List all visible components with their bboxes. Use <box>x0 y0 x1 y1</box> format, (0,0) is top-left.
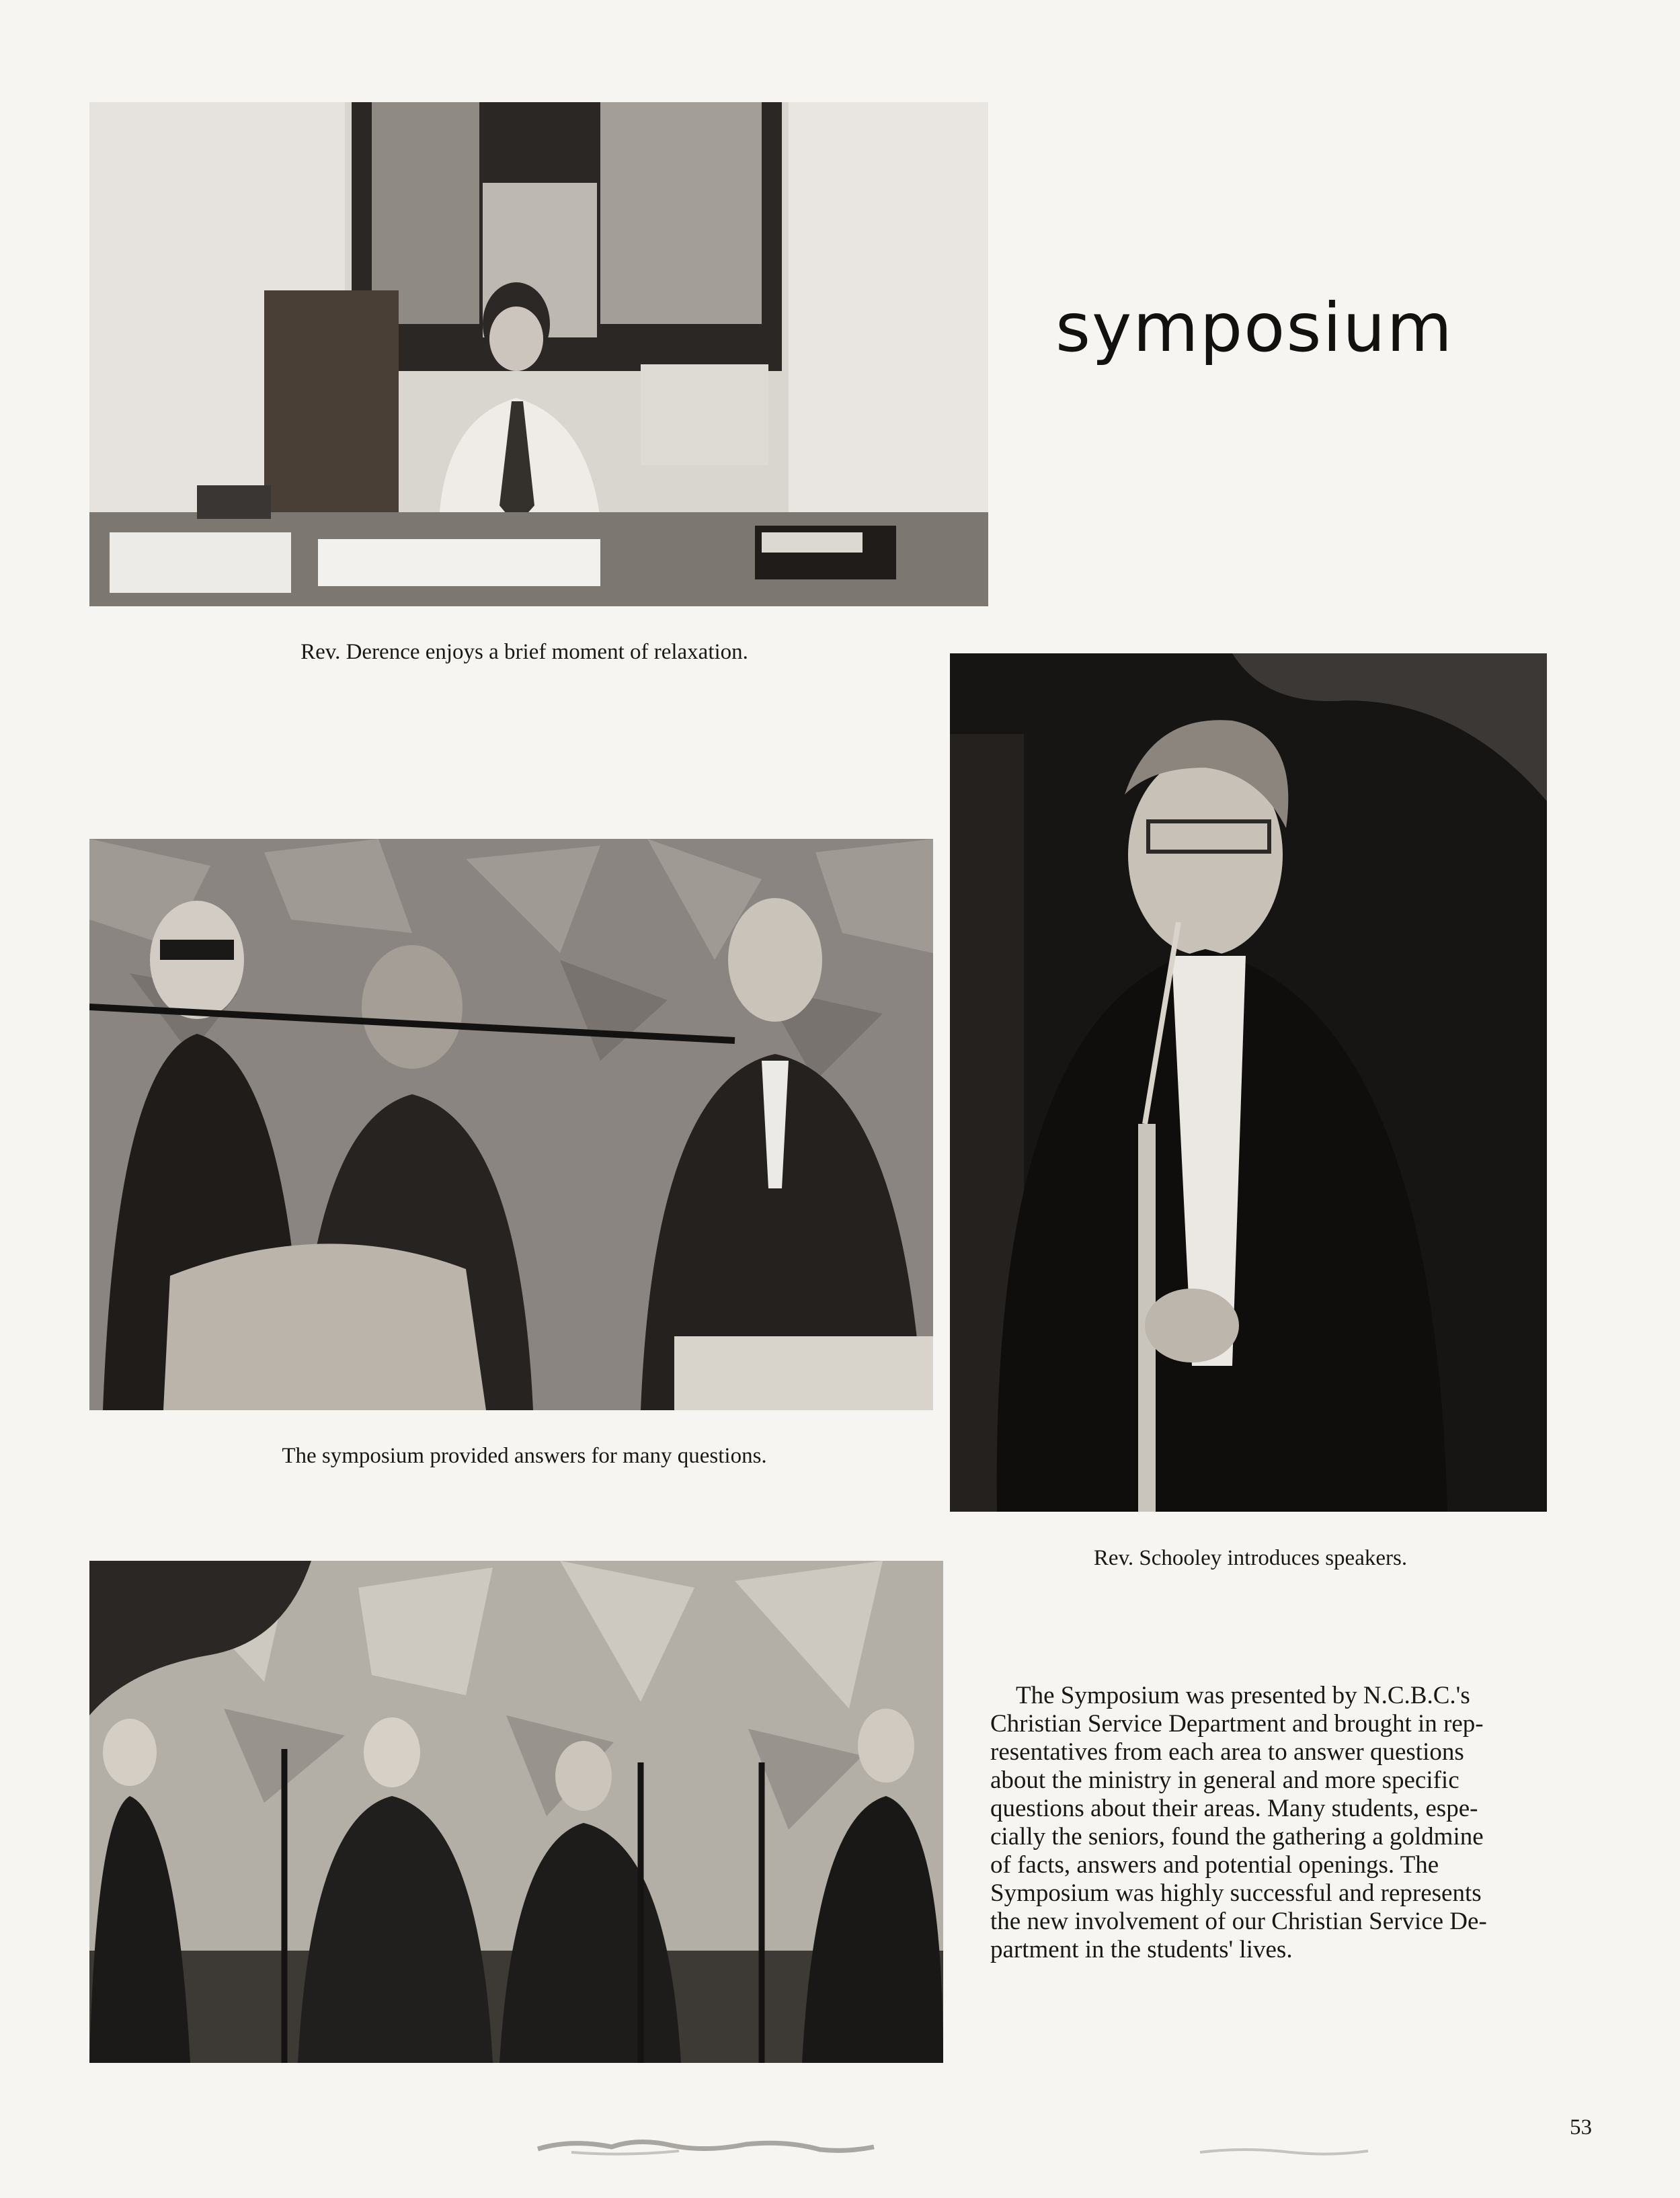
stage-photo-image <box>89 1561 943 2063</box>
article-line: questions about their areas. Many students, espe- <box>990 1795 1478 1822</box>
article-line: Christian Service Department and brought in rep- <box>990 1710 1484 1738</box>
panel-photo-image <box>89 839 933 1410</box>
article-line: The Symposium was presented by N.C.B.C.'s <box>1016 1682 1470 1709</box>
panel-photo-caption: The symposium provided answers for many questions. <box>282 1444 767 1468</box>
page-number: 53 <box>1570 2115 1592 2140</box>
panel-photo <box>89 839 933 1410</box>
speaker-photo-image <box>950 653 1547 1512</box>
office-photo-caption: Rev. Derence enjoys a brief moment of relaxation. <box>301 640 748 664</box>
print-smudge <box>1197 2143 1371 2159</box>
article-line: the new involvement of our Christian Service De- <box>990 1908 1487 1935</box>
article-line: cially the seniors, found the gathering a goldmine <box>990 1823 1484 1850</box>
office-photo <box>89 102 988 606</box>
speaker-photo-caption: Rev. Schooley introduces speakers. <box>1093 1546 1408 1570</box>
office-photo-image <box>89 102 988 606</box>
print-smudge <box>531 2132 881 2159</box>
article-text <box>990 1682 1528 1964</box>
page-title: symposium <box>1055 288 1454 367</box>
article-line: about the ministry in general and more specific <box>990 1766 1459 1794</box>
article-line: partment in the students' lives. <box>990 1936 1293 1963</box>
stage-photo <box>89 1561 943 2063</box>
article-line: Symposium was highly successful and represents <box>990 1879 1482 1907</box>
article-line: resentatives from each area to answer questions <box>990 1738 1464 1766</box>
article-line: of facts, answers and potential openings. The <box>990 1851 1439 1879</box>
speaker-photo <box>950 653 1547 1512</box>
